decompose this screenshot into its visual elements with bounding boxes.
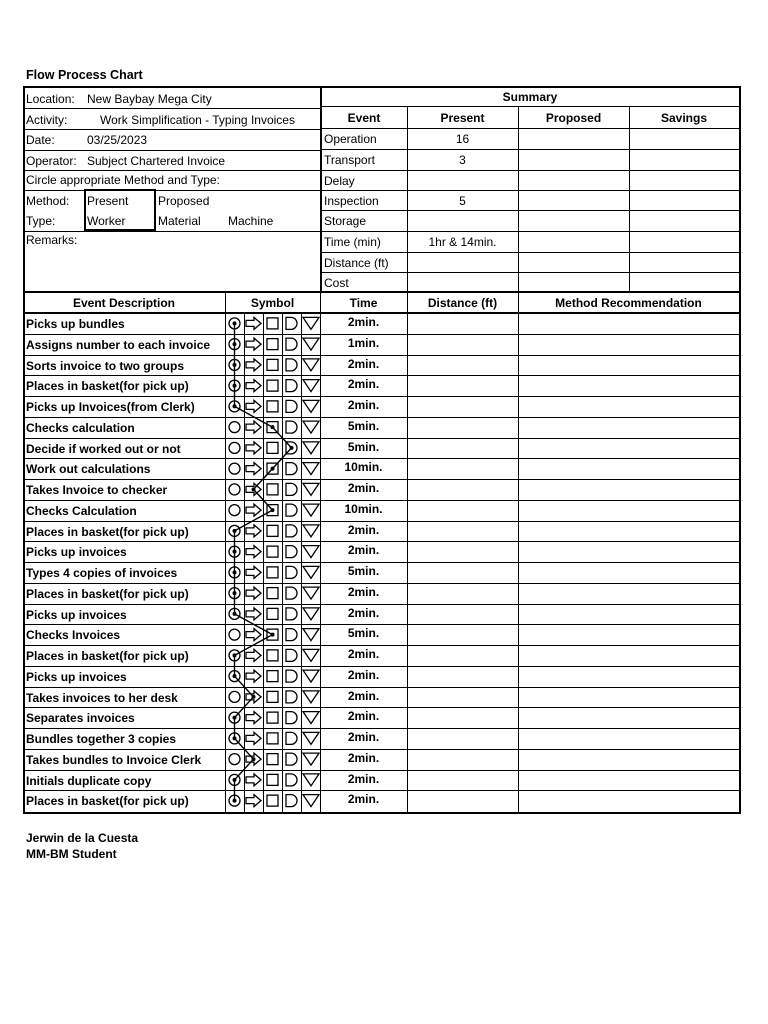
- event-description: Initials duplicate copy: [26, 773, 152, 788]
- author-name: Jerwin de la Cuesta: [26, 831, 139, 845]
- flow-point: [233, 653, 237, 657]
- type-material: Material: [158, 214, 201, 228]
- storage-triangle-icon: [303, 795, 319, 807]
- storage-triangle-icon: [303, 359, 319, 371]
- transport-arrow-icon: [246, 317, 261, 329]
- flow-point: [233, 736, 237, 740]
- operation-icon: [229, 463, 240, 474]
- inspection-square-icon: [267, 733, 278, 744]
- remarks-label: Remarks:: [26, 233, 78, 247]
- event-description: Picks up invoices: [26, 607, 127, 622]
- storage-triangle-icon: [303, 732, 319, 744]
- summary-event-5: Time (min): [324, 235, 381, 249]
- event-time: 2min.: [347, 709, 380, 724]
- transport-arrow-icon: [246, 463, 261, 475]
- storage-triangle-icon: [303, 442, 319, 454]
- flow-point: [271, 425, 275, 429]
- event-description: Picks up bundles: [26, 317, 125, 331]
- col-event-description: Event Description: [72, 296, 176, 310]
- delay-icon: [286, 483, 297, 495]
- summary-event-2: Delay: [324, 174, 355, 188]
- flow-point: [233, 550, 237, 554]
- event-description: Sorts invoice to two groups: [26, 358, 185, 373]
- date-value: 03/25/2023: [87, 133, 148, 147]
- author-role: MM-BM Student: [26, 847, 117, 861]
- event-description: Picks up Invoices(from Clerk): [26, 400, 195, 414]
- storage-triangle-icon: [303, 774, 319, 786]
- flow-point: [233, 384, 237, 388]
- transport-arrow-icon: [246, 712, 261, 724]
- event-description: Places in basket(for pick up): [26, 524, 189, 539]
- summary-event-1: Transport: [324, 153, 375, 167]
- summary-col-proposed: Proposed: [545, 111, 602, 125]
- summary-event-4: Storage: [324, 214, 367, 228]
- inspection-square-icon: [267, 774, 278, 785]
- storage-triangle-icon: [303, 483, 319, 495]
- inspection-square-icon: [267, 359, 278, 370]
- event-time: 10min.: [344, 460, 383, 475]
- inspection-square-icon: [267, 484, 278, 495]
- activity-label: Activity:: [26, 113, 68, 127]
- storage-triangle-icon: [303, 670, 319, 682]
- event-description: Decide if worked out or not: [26, 441, 181, 456]
- event-time: 2min.: [347, 647, 380, 661]
- type-label: Type:: [26, 214, 56, 228]
- event-time: 2min.: [347, 771, 380, 786]
- delay-icon: [286, 338, 297, 350]
- event-description: Checks calculation: [26, 420, 135, 435]
- inspection-square-icon: [267, 588, 278, 599]
- inspection-square-icon: [267, 339, 278, 350]
- summary-event-7: Cost: [324, 276, 349, 290]
- storage-triangle-icon: [303, 608, 319, 620]
- inspection-square-icon: [267, 608, 278, 619]
- delay-icon: [286, 629, 297, 641]
- summary-present-5: 1hr & 14min.: [428, 235, 497, 249]
- inspection-square-icon: [267, 671, 278, 682]
- inspection-square-icon: [267, 442, 278, 453]
- delay-icon: [286, 421, 297, 433]
- event-time: 5min.: [347, 439, 380, 454]
- delay-icon: [286, 359, 297, 371]
- event-description: Checks Calculation: [26, 503, 137, 518]
- delay-icon: [286, 317, 297, 329]
- inspection-square-icon: [267, 754, 278, 765]
- operator-value: Subject Chartered Invoice: [87, 154, 226, 168]
- transport-arrow-icon: [246, 774, 261, 786]
- location-value: New Baybay Mega City: [87, 92, 212, 106]
- flow-point: [233, 570, 237, 574]
- method-proposed: Proposed: [158, 194, 210, 208]
- flow-point: [271, 633, 275, 637]
- transport-arrow-icon: [246, 629, 261, 641]
- event-time: 2min.: [347, 315, 380, 329]
- storage-triangle-icon: [303, 317, 319, 329]
- event-description: Checks Invoices: [26, 628, 121, 643]
- transport-arrow-icon: [246, 795, 261, 807]
- storage-triangle-icon: [303, 712, 319, 724]
- flow-point: [271, 508, 275, 512]
- col-distance: Distance (ft): [427, 296, 498, 310]
- event-description: Assigns number to each invoice: [26, 337, 211, 352]
- operation-icon: [229, 484, 240, 495]
- event-description: Takes invoices to her desk: [26, 690, 178, 705]
- delay-icon: [286, 546, 297, 558]
- flow-point: [233, 674, 237, 678]
- delay-icon: [286, 732, 297, 744]
- storage-triangle-icon: [303, 421, 319, 433]
- flow-point: [233, 591, 237, 595]
- delay-icon: [286, 380, 297, 392]
- event-time: 10min.: [344, 501, 383, 516]
- flow-point: [252, 695, 256, 699]
- operation-icon: [229, 754, 240, 765]
- event-description: Picks up invoices: [26, 669, 127, 684]
- summary-col-savings: Savings: [660, 111, 708, 125]
- col-symbol: Symbol: [250, 296, 295, 310]
- inspection-square-icon: [267, 795, 278, 806]
- col-time: Time: [349, 296, 378, 310]
- inspection-square-icon: [267, 318, 278, 329]
- event-description: Separates invoices: [26, 711, 135, 726]
- storage-triangle-icon: [303, 629, 319, 641]
- circle-instruction: Circle appropriate Method and Type:: [26, 173, 220, 187]
- transport-arrow-icon: [246, 649, 261, 661]
- event-time: 2min.: [347, 543, 380, 558]
- summary-col-event: Event: [347, 111, 381, 125]
- delay-icon: [286, 774, 297, 786]
- event-description: Places in basket(for pick up): [26, 649, 189, 663]
- event-time: 2min.: [347, 688, 380, 703]
- event-time: 5min.: [347, 626, 380, 641]
- summary-event-3: Inspection: [324, 194, 379, 208]
- event-time: 5min.: [347, 418, 380, 433]
- event-description: Takes bundles to Invoice Clerk: [26, 752, 202, 767]
- transport-arrow-icon: [246, 525, 261, 537]
- operation-icon: [229, 422, 240, 433]
- inspection-square-icon: [267, 567, 278, 578]
- inspection-square-icon: [267, 650, 278, 661]
- transport-arrow-icon: [246, 338, 261, 350]
- event-time: 2min.: [347, 356, 380, 371]
- storage-triangle-icon: [303, 400, 319, 412]
- storage-triangle-icon: [303, 525, 319, 537]
- event-time: 2min.: [347, 667, 380, 682]
- event-description: Places in basket(for pick up): [26, 794, 189, 809]
- summary-present-3: 5: [459, 194, 466, 208]
- flow-point: [271, 467, 275, 471]
- event-description: Places in basket(for pick up): [26, 379, 189, 394]
- event-time: 2min.: [347, 750, 380, 765]
- inspection-square-icon: [267, 401, 278, 412]
- inspection-square-icon: [267, 525, 278, 536]
- storage-triangle-icon: [303, 338, 319, 350]
- flow-point: [233, 321, 237, 325]
- event-time: 2min.: [347, 522, 380, 537]
- activity-value: Work Simplification - Typing Invoices: [100, 113, 295, 127]
- flow-point: [252, 487, 256, 491]
- type-machine: Machine: [228, 214, 274, 228]
- event-description: Types 4 copies of invoices: [26, 566, 178, 580]
- event-time: 2min.: [347, 398, 380, 412]
- storage-triangle-icon: [303, 546, 319, 558]
- summary-event-6: Distance (ft): [324, 256, 389, 270]
- delay-icon: [286, 649, 297, 661]
- operation-icon: [229, 505, 240, 516]
- operator-label: Operator:: [26, 154, 77, 168]
- flow-point: [233, 612, 237, 616]
- flow-process-chart-form: [23, 86, 741, 814]
- transport-arrow-icon: [246, 608, 261, 620]
- delay-icon: [286, 504, 297, 516]
- delay-icon: [286, 463, 297, 475]
- method-label: Method:: [26, 194, 70, 208]
- flow-point: [290, 446, 294, 450]
- event-description: Work out calculations: [26, 462, 151, 477]
- flow-connector-line: [235, 323, 292, 800]
- transport-arrow-icon: [246, 504, 261, 516]
- inspection-square-icon: [267, 380, 278, 391]
- operation-icon: [229, 442, 240, 453]
- storage-triangle-icon: [303, 504, 319, 516]
- delay-icon: [286, 691, 297, 703]
- summary-event-0: Operation: [324, 132, 377, 146]
- chart-title: Flow Process Chart: [26, 68, 143, 82]
- storage-triangle-icon: [303, 587, 319, 599]
- transport-arrow-icon: [246, 732, 261, 744]
- event-time: 2min.: [347, 377, 380, 392]
- summary-present-1: 3: [459, 153, 466, 167]
- event-description: Places in basket(for pick up): [26, 586, 189, 601]
- delay-icon: [286, 566, 297, 578]
- event-time: 2min.: [347, 584, 380, 599]
- transport-arrow-icon: [246, 442, 261, 454]
- transport-arrow-icon: [246, 380, 261, 392]
- transport-arrow-icon: [246, 587, 261, 599]
- delay-icon: [286, 753, 297, 765]
- inspection-square-icon: [267, 691, 278, 702]
- storage-triangle-icon: [303, 649, 319, 661]
- flow-point: [233, 363, 237, 367]
- date-label: Date:: [26, 133, 55, 147]
- storage-triangle-icon: [303, 380, 319, 392]
- event-time: 2min.: [347, 481, 380, 495]
- flow-point: [233, 529, 237, 533]
- flow-point: [252, 757, 256, 761]
- delay-icon: [286, 795, 297, 807]
- transport-arrow-icon: [246, 670, 261, 682]
- delay-icon: [286, 608, 297, 620]
- storage-triangle-icon: [303, 566, 319, 578]
- transport-arrow-icon: [246, 359, 261, 371]
- flow-point: [233, 716, 237, 720]
- delay-icon: [286, 400, 297, 412]
- flow-point: [233, 404, 237, 408]
- type-worker: Worker: [87, 214, 126, 228]
- storage-triangle-icon: [303, 691, 319, 703]
- flow-symbols: [23, 86, 741, 814]
- delay-icon: [286, 587, 297, 599]
- flow-point: [233, 799, 237, 803]
- event-time: 2min.: [347, 730, 380, 744]
- operation-icon: [229, 629, 240, 640]
- event-description: Takes Invoice to checker: [26, 483, 168, 497]
- summary-title: Summary: [502, 90, 558, 104]
- col-method-recommendation: Method Recommendation: [555, 296, 702, 310]
- transport-arrow-icon: [246, 566, 261, 578]
- inspection-square-icon: [267, 712, 278, 723]
- event-time: 2min.: [347, 792, 380, 807]
- summary-col-present: Present: [440, 111, 485, 125]
- location-label: Location:: [26, 92, 75, 106]
- delay-icon: [286, 670, 297, 682]
- storage-triangle-icon: [303, 753, 319, 765]
- event-time: 5min.: [347, 564, 380, 578]
- transport-arrow-icon: [246, 421, 261, 433]
- delay-icon: [286, 712, 297, 724]
- transport-arrow-icon: [246, 400, 261, 412]
- delay-icon: [286, 525, 297, 537]
- storage-triangle-icon: [303, 463, 319, 475]
- event-time: 2min.: [347, 605, 380, 620]
- inspection-square-icon: [267, 546, 278, 557]
- event-time: 1min.: [347, 335, 380, 350]
- method-present: Present: [87, 194, 129, 208]
- summary-present-0: 16: [455, 132, 470, 146]
- event-description: Bundles together 3 copies: [26, 732, 177, 746]
- flow-point: [233, 778, 237, 782]
- flow-point: [233, 342, 237, 346]
- event-description: Picks up invoices: [26, 545, 127, 560]
- transport-arrow-icon: [246, 546, 261, 558]
- operation-icon: [229, 691, 240, 702]
